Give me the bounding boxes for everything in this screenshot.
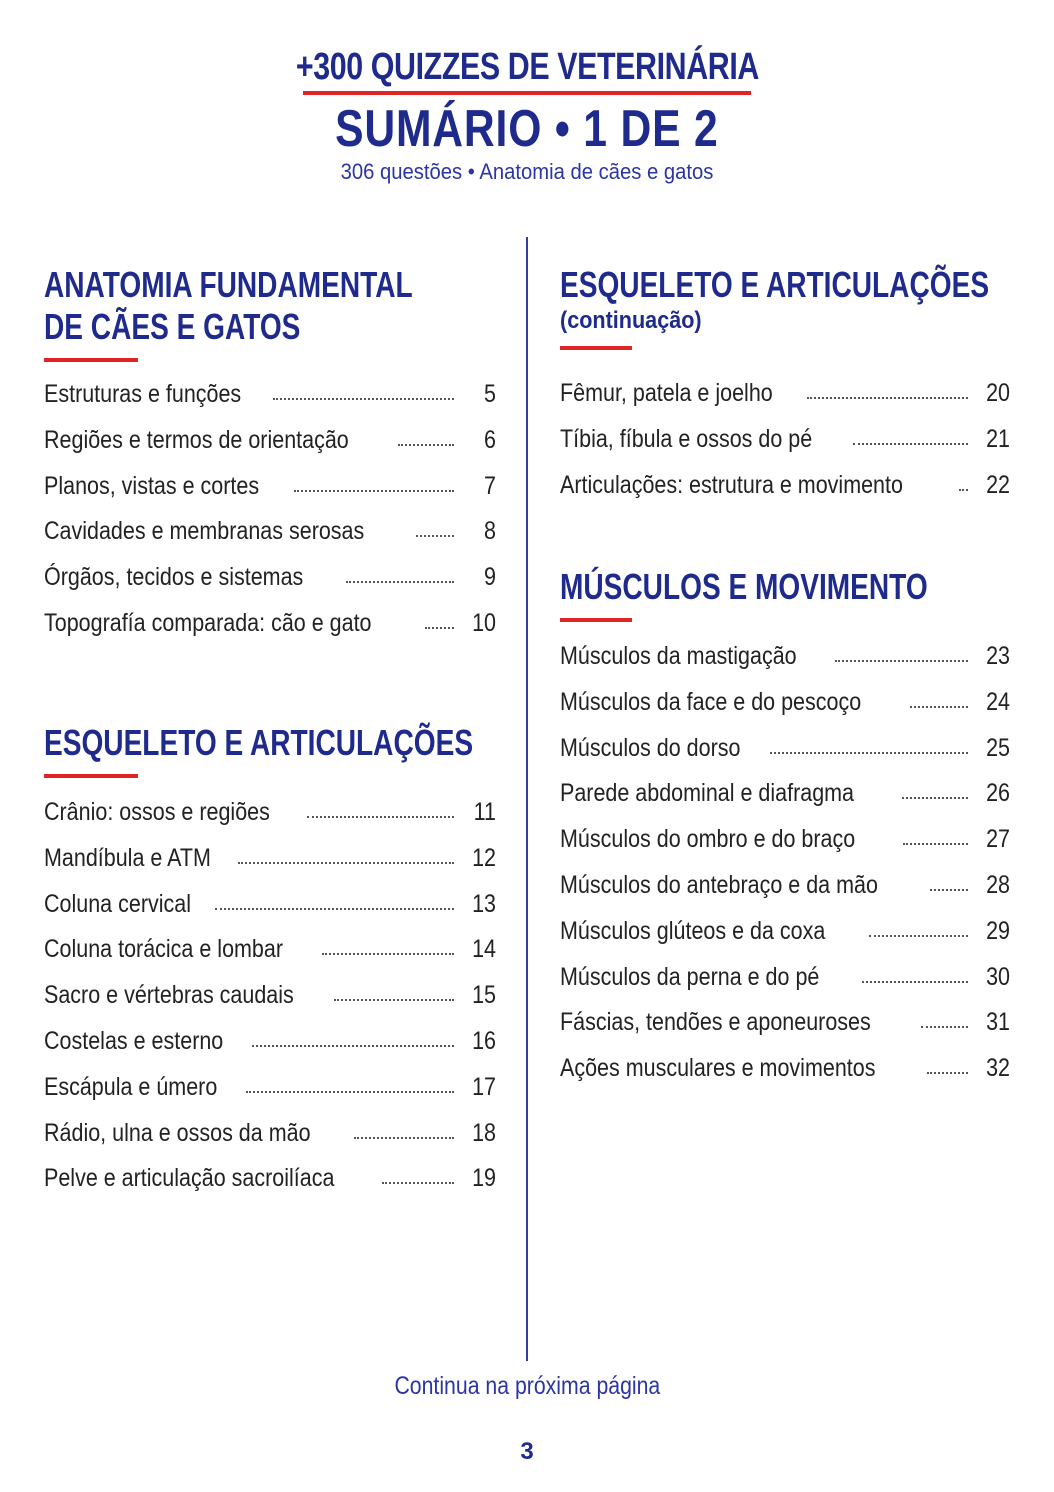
dot-leader: [238, 861, 454, 864]
toc-entry-label: Ações musculares e movimentos: [560, 1054, 876, 1083]
dot-leader: [398, 443, 454, 446]
dot-leader: [273, 397, 454, 400]
toc-entry-page: 9: [484, 563, 496, 592]
book-title: +300 QUIZZES DE VETERINÁRIA: [295, 46, 759, 88]
toc-entry-page: 29: [986, 916, 1010, 945]
section-underline: [44, 774, 138, 778]
toc-entry[interactable]: [44, 380, 496, 426]
toc-entry-page: 32: [986, 1054, 1010, 1083]
toc-entry[interactable]: [560, 917, 1010, 963]
section-musculos: [560, 566, 1010, 622]
dot-leader: [346, 580, 454, 583]
toc-entry[interactable]: [44, 1073, 496, 1119]
toc-entry-page: 20: [986, 379, 1010, 407]
toc-entry-page: 13: [472, 889, 496, 918]
toc-entry[interactable]: [44, 472, 496, 518]
toc-entry-page: 11: [473, 798, 496, 826]
toc-entry-label: Articulações: estrutura e movimento: [560, 470, 903, 499]
dot-leader: [354, 1136, 454, 1139]
toc-entry-label: Fáscias, tendões e aponeuroses: [560, 1008, 871, 1037]
toc-entry-page: 25: [986, 733, 1010, 762]
dot-leader: [382, 1181, 454, 1184]
toc-entry[interactable]: [560, 1054, 1010, 1100]
dot-leader: [862, 980, 968, 983]
toc-entry-label: Mandíbula e ATM: [44, 843, 211, 872]
dot-leader: [807, 396, 968, 399]
dot-leader: [425, 626, 454, 629]
toc-entry[interactable]: [560, 379, 1010, 425]
section-anatomia-fundamental: [44, 264, 496, 362]
toc-entry[interactable]: [560, 871, 1010, 917]
toc-list-musculos: [560, 642, 1010, 1100]
toc-entry[interactable]: [44, 890, 496, 936]
toc-entry-page: 12: [472, 843, 496, 872]
dot-leader: [416, 534, 454, 537]
toc-entry-label: Músculos do ombro e do braço: [560, 825, 856, 854]
toc-entry-label: Escápula e úmero: [44, 1072, 218, 1101]
toc-entry[interactable]: [44, 935, 496, 981]
section-esqueleto: [44, 722, 496, 778]
dot-leader: [910, 705, 968, 708]
section-underline: [44, 358, 138, 362]
page-number: 3: [520, 1438, 534, 1465]
dot-leader: [334, 998, 454, 1001]
toc-list-esqueleto-continuacao: [560, 379, 1010, 516]
section-title-line2: DE CÃES E GATOS: [44, 306, 301, 347]
section-subtitle: (continuação): [560, 307, 702, 334]
toc-entry-page: 22: [986, 470, 1010, 499]
toc-entry[interactable]: [44, 844, 496, 890]
section-title: MÚSCULOS E MOVIMENTO: [560, 566, 928, 607]
toc-entry-page: 16: [472, 1026, 496, 1055]
dot-leader: [902, 796, 968, 799]
toc-entry-label: Órgãos, tecidos e sistemas: [44, 563, 304, 592]
toc-entry[interactable]: [44, 609, 496, 655]
toc-entry-page: 31: [986, 1008, 1010, 1037]
toc-entry[interactable]: [560, 963, 1010, 1009]
toc-entry-page: 14: [472, 935, 496, 964]
toc-entry-page: 23: [986, 642, 1010, 670]
toc-entry[interactable]: [44, 517, 496, 563]
dot-leader: [294, 489, 454, 492]
toc-entry-page: 6: [484, 425, 496, 454]
dot-leader: [307, 815, 454, 818]
toc-entry-page: 10: [472, 608, 496, 637]
toc-entry-page: 18: [472, 1118, 496, 1147]
dot-leader: [853, 442, 968, 445]
toc-entry-label: Costelas e esterno: [44, 1026, 224, 1055]
dot-leader: [869, 934, 968, 937]
dot-leader: [246, 1090, 454, 1093]
toc-entry[interactable]: [560, 688, 1010, 734]
dot-leader: [930, 888, 968, 891]
toc-entry-page: 8: [484, 517, 496, 546]
toc-entry-page: 24: [986, 687, 1010, 716]
toc-entry-label: Regiões e termos de orientação: [44, 425, 349, 454]
toc-entry[interactable]: [560, 779, 1010, 825]
toc-entry[interactable]: [44, 798, 496, 844]
dot-leader: [927, 1071, 968, 1074]
toc-entry-label: Parede abdominal e diafragma: [560, 779, 855, 808]
dot-leader: [252, 1044, 454, 1047]
toc-entry-label: Músculos glúteos e da coxa: [560, 916, 826, 945]
toc-entry[interactable]: [44, 981, 496, 1027]
toc-entry-label: Músculos da mastigação: [560, 642, 797, 670]
toc-list-anatomia-fundamental: [44, 380, 496, 655]
page-title: SUMÁRIO • 1 DE 2: [335, 100, 719, 158]
toc-entry-page: 15: [472, 981, 496, 1010]
continue-note: [0, 1372, 1054, 1401]
toc-entry-label: Crânio: ossos e regiões: [44, 798, 270, 826]
toc-entry-page: 7: [484, 471, 496, 500]
toc-entry-label: Sacro e vértebras caudais: [44, 981, 294, 1010]
toc-entry-page: 17: [472, 1072, 496, 1101]
toc-entry[interactable]: [44, 1027, 496, 1073]
toc-entry-label: Cavidades e membranas serosas: [44, 517, 365, 546]
dot-leader: [215, 907, 454, 910]
dot-leader: [322, 952, 454, 955]
dot-leader: [835, 659, 968, 662]
toc-entry-label: Fêmur, patela e joelho: [560, 379, 773, 407]
toc-entry[interactable]: [560, 642, 1010, 688]
section-title: ESQUELETO E ARTICULAÇÕES: [44, 722, 474, 763]
toc-entry-label: Estruturas e funções: [44, 380, 242, 408]
toc-entry-page: 27: [986, 825, 1010, 854]
toc-entry-page: 21: [986, 424, 1010, 453]
toc-entry-label: Coluna cervical: [44, 889, 191, 918]
toc-entry-label: Músculos da face e do pescoço: [560, 687, 862, 716]
toc-entry[interactable]: [560, 425, 1010, 471]
page-subtitle: 306 questões • Anatomia de cães e gatos: [340, 159, 714, 184]
toc-entry-page: 26: [986, 779, 1010, 808]
toc-entry-page: 19: [472, 1164, 496, 1193]
section-title: ANATOMIA FUNDAMENTAL: [44, 264, 413, 305]
dot-leader: [921, 1025, 968, 1028]
toc-entry[interactable]: [44, 563, 496, 609]
toc-entry-label: Músculos do dorso: [560, 733, 741, 762]
toc-entry[interactable]: [560, 734, 1010, 780]
toc-entry-label: Topografía comparada: cão e gato: [44, 608, 372, 637]
page-header: [0, 40, 1054, 185]
toc-entry[interactable]: [560, 1008, 1010, 1054]
toc-entry-label: Rádio, ulna e ossos da mão: [44, 1118, 311, 1147]
toc-entry-label: Tíbia, fíbula e ossos do pé: [560, 424, 813, 453]
section-underline: [560, 618, 632, 622]
dot-leader: [903, 842, 968, 845]
section-esqueleto-continuacao: [560, 264, 1010, 350]
dot-leader: [959, 488, 968, 491]
toc-entry[interactable]: [560, 471, 1010, 517]
toc-entry-page: 5: [484, 380, 496, 408]
toc-entry[interactable]: [44, 1164, 496, 1210]
toc-entry-page: 28: [986, 870, 1010, 899]
toc-entry-label: Músculos da perna e do pé: [560, 962, 820, 991]
toc-list-esqueleto: [44, 798, 496, 1210]
dot-leader: [770, 751, 968, 754]
toc-entry[interactable]: [44, 1119, 496, 1165]
section-underline: [560, 346, 632, 350]
toc-entry-label: Coluna torácica e lombar: [44, 935, 284, 964]
toc-entry-label: Planos, vistas e cortes: [44, 471, 260, 500]
toc-entry[interactable]: [44, 426, 496, 472]
toc-entry-page: 30: [986, 962, 1010, 991]
toc-entry-label: Pelve e articulação sacroilíaca: [44, 1164, 335, 1193]
column-divider: [526, 237, 528, 1361]
section-title: ESQUELETO E ARTICULAÇÕES: [560, 264, 990, 305]
toc-entry-label: Músculos do antebraço e da mão: [560, 870, 878, 899]
toc-entry[interactable]: [560, 825, 1010, 871]
continue-note-text: Continua na próxima página: [394, 1372, 660, 1400]
